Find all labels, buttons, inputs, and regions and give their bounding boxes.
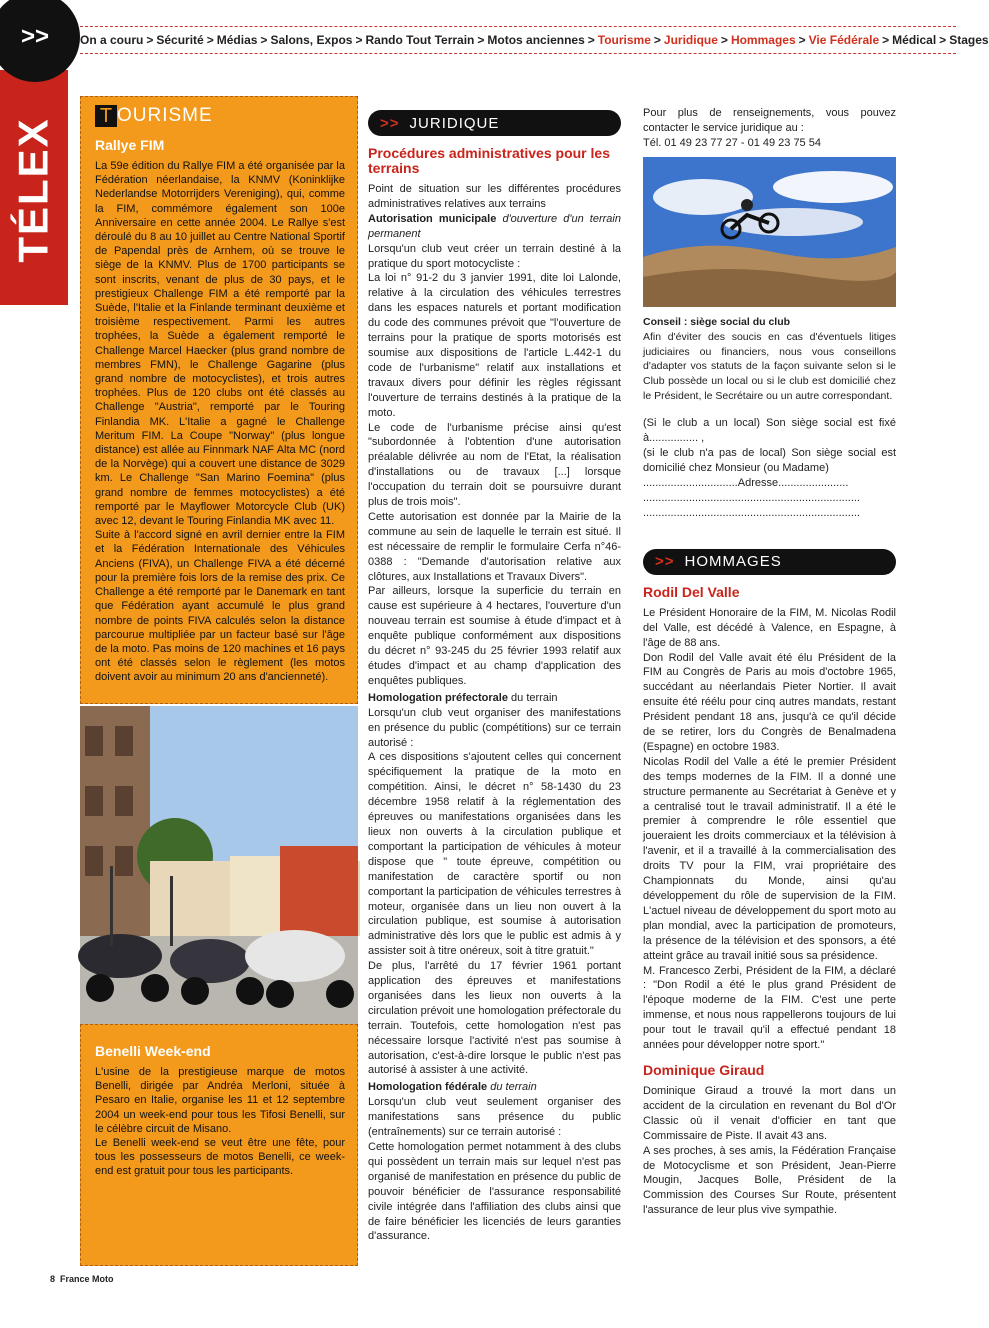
nav-item[interactable]: Hommages — [730, 33, 796, 47]
benelli-box — [80, 1024, 358, 1266]
giraud-title: Dominique Giraud — [643, 1061, 765, 1078]
conseil-text: Afin d'éviter des soucis en cas d'éventuels litiges judiciaires ou financiers, nous vous conseillons d'adapter vos statuts de la façon suivante selon si le Club possède un local ou si le club est domicilié chez le Président, le Secrétaire ou un autre correspondant. — [643, 330, 896, 403]
nav-item[interactable]: Médias — [216, 33, 258, 47]
telex-label-wrap — [0, 80, 68, 300]
rallye-fim-title: Rallye FIM — [95, 137, 165, 153]
benelli-text: L'usine de la prestigieuse marque de motos Benelli, dirigée par Andréa Merloni, située à Pesaro en Italie, organise les 11 et 12 septembre 2004 un week-end pour tous les Tifosi Benelli, sur le célèbre circuit de Misano. — [95, 1066, 345, 1135]
tourisme-column — [80, 96, 358, 704]
page-number: 8 — [50, 1274, 56, 1284]
benelli-box-wrap — [80, 1024, 358, 1266]
nav-item[interactable]: Juridique — [663, 33, 718, 47]
page-footer — [50, 1274, 114, 1284]
nav-item[interactable]: Motos anciennes — [487, 33, 585, 47]
rodil-title: Rodil Del Valle — [643, 583, 740, 600]
nav-separator: > — [882, 33, 890, 47]
siege-option-2: (si le club n'a pas de local) Son siège social est domicilié chez Monsieur (ou Madame) — [643, 446, 896, 474]
giraud-paragraph-1: Dominique Giraud a trouvé la mort dans un accident de la circulation en revenant du Bol d'Or Classic où il venait d'officier en tant que Commissaire de Piste. Il avait 43 ans. — [643, 1084, 896, 1142]
nav-separator: > — [720, 33, 728, 47]
address-dots-2: ....................................................................... — [643, 491, 860, 504]
juridique-heading — [368, 110, 621, 136]
homologation-federale: Homologation fédérale du terrain — [368, 1081, 537, 1094]
rallye-fim-text: La 59e édition du Rallye FIM a été organisée par la Fédération néerlandaise, la KNMV (Koninklijke Nederlandse Motorrijders Vereniging), qui, comme la FIM, commémore également son 100e Anniversaire en cette année 2004. Le Rallye s'est déroulé du 8 au 10 juillet au Centre National Sportif de Papendal près de Arnhem, où se trouve le siège de la KNMV. Plus de 1700 participants se sont inscrits, venant de plus de 30 pays, et le prestigieux Challenge FIM a été remporté par la Suède, l'Italie et la Finlande terminant deuxième et troisième respectivement. Parmi les autres trophées, la Suède a également remporté le Challenge Marcel Haecker (plus grand nombre de membres FMN), le Challenge Gagarine (plus grand nombre de motocyclistes), et trois autres trophées. Plus de 120 clubs ont été classés au Challenge "Austria", remporté par le Touring Finlandia MK. L'Italie a gagné le Challenge Meritum FIM. La Coupe "Norway" (plus longue distance) est allée au Finnmark NAF Alta MC (nord de la Norvège) qui a couvert une distance de 3029 km. Le Challenge "San Marino Foemina" (plus grand nombre de femmes motocyclistes) a été remporté par le Mayflower Motorcycle Club (UK) avec 12, devant le Touring Finlandia MK avec 11. — [95, 160, 345, 528]
juridique-paragraph-3: Cette autorisation est donnée par la Mairie de la commune au sein de laquelle le terrain est situé. Il est nécessaire de remplir le formulaire Cerfa n°46-0388 : "Demande d'autorisation relative aux clôtures, aux Installations et Travaux Divers". — [368, 510, 621, 583]
nav-separator: > — [206, 33, 214, 47]
telex-sidebar — [0, 0, 68, 1328]
nav-separator: > — [653, 33, 661, 47]
tourisme-heading-rest: OURISME — [117, 105, 213, 126]
rallye-fim-text-2: Suite à l'accord signé en avril dernier entre la FIM et la Fédération Internationale des Véhicules Anciens (FIVA), un Challenge FIVA a été décerné pour la première fois lors de la remise des prix. Ce Challenge a été remporté par le Danemark en tant que Fédération ayant accumulé le plus grand nombre de points FIVA calculés selon la distance parcourue multipliée par un facteur basé sur l'âge de la moto. Pas moins de 120 machines et 16 pays ont été classés selon le règlement (les motos doivent avoir au minimum 20 ans d'ancienneté). — [95, 529, 345, 684]
rodil-paragraph-4: M. Francesco Zerbi, Président de la FIM, a déclaré : "Don Rodil a été le plus grand Président de l'époque moderne de la FIM. C'est une perte immense, et nous nous rappellerons toujours de lui pour tout le travail qu'il a effectué pendant 18 années pour développer notre sport." — [643, 964, 896, 1052]
question-3: Lorsqu'un club veut seulement organiser des manifestations sans présence du public (entraînements) sur ce terrain autorisé : — [368, 1096, 621, 1139]
nav-item[interactable]: Stages — [949, 33, 989, 47]
hommages-heading-label: HOMMAGES — [684, 553, 782, 571]
tourisme-box — [80, 96, 358, 704]
rodil-paragraph-1: Le Président Honoraire de la FIM, M. Nicolas Rodil del Valle, est décédé à Valence, en Espagne, à l'âge de 88 ans. — [643, 606, 896, 649]
juridique-paragraph-1: La loi n° 91-2 du 3 janvier 1991, dite loi Lalonde, relative à la circulation des véhicules terrestres dans les espaces naturels et portant modification du code des communes prévoit que "l'ouverture de terrains pour la pratique de sports motorisés est soumise aux dispositions de l'article L.442-1 du code de l'urbanisme" relatif aux installations et travaux divers pour définir les règles régissant l'ouverture de terrains destinés à la pratique de la moto. — [368, 272, 621, 419]
nav-separator: > — [798, 33, 806, 47]
double-chevron-icon: >> — [380, 114, 400, 132]
contact-text: Pour plus de renseignements, vous pouvez contacter le service juridique au : — [643, 107, 896, 134]
nav-item[interactable]: Vie Fédérale — [808, 33, 880, 47]
rodil-paragraph-2: Don Rodil del Valle avait été élu Président de la FIM au Congrès de Paris au mois d'octobre 1965, succédant au néerlandais Pieter Nortier. Il avait ensuite été réélu pour cinq autres mandats, restant Président pendant 18 ans, jusqu'à ce qu'il décide de se retirer, lors du Congrès de Benalmadena (Espagne) en octobre 1983. — [643, 651, 896, 753]
juridique-paragraph-2: Le code de l'urbanisme précise ainsi qu'est "subordonnée à l'obtention d'une autorisation préalable délivrée au nom de l'Etat, la réalisation d'installations ou de travaux [...] lorsque l'occupation du terrain doit se poursuivre durant plus de trois mois". — [368, 421, 621, 509]
juridique-title: Procédures administratives pour les terrains — [368, 145, 610, 176]
magazine-name: France Moto — [60, 1274, 114, 1284]
conseil-block: Conseil : siège social du club — [643, 315, 791, 328]
homologation-prefectorale: Homologation préfectorale du terrain — [368, 691, 558, 704]
nav-separator: > — [587, 33, 595, 47]
juridique-column — [368, 110, 621, 1244]
nav-item[interactable]: Médical — [892, 33, 937, 47]
tourisme-heading — [95, 103, 345, 129]
tourisme-heading-initial: T — [95, 105, 117, 127]
juridique-paragraph-4: Par ailleurs, lorsque la superficie du terrain en cause est supérieure à 4 hectares, l'ouverture d'un nouveau terrain est soumise à étude d'impact et à enquête publique conformément aux dispositions du décret n° 93-245 du 25 février 1993 relatif aux études d'impact et au champ d'application des enquêtes publiques. — [368, 585, 621, 687]
juridique-paragraph-6: De plus, l'arrêté du 17 février 1961 portant application des épreuves et manifestations organisées dans les lieux non ouverts à la circulation prévoit une homologation préfectorale du terrain. Toutefois, cette homologation n'est pas nécessaire lorsque l'activité n'est pas soumise à autorisation, c'est-à-dire lorsque le public n'est pas autorisé à assister à une activité. — [368, 960, 621, 1077]
motocross-jump-photo — [643, 157, 896, 307]
question-2: Lorsqu'un club veut organiser des manifestations en présence du public (compétitions) sur ce terrain autorisé : — [368, 706, 621, 749]
address-dots-1: ...............................Adresse....................... — [643, 476, 849, 489]
nav-separator: > — [477, 33, 485, 47]
benelli-title: Benelli Week-end — [95, 1043, 211, 1059]
juridique-heading-label: JURIDIQUE — [409, 114, 500, 132]
motorcycles-plaza-photo — [80, 706, 358, 1024]
nav-separator: > — [146, 33, 154, 47]
juridique-intro: Point de situation sur les différentes procédures administratives relatives aux terrains — [368, 183, 621, 210]
nav-item[interactable]: Salons, Expos — [270, 33, 353, 47]
hommages-heading — [643, 549, 896, 575]
telex-label: TÉLEX — [10, 117, 58, 263]
nav-separator: > — [355, 33, 363, 47]
chevrons-icon: >> — [0, 0, 80, 82]
nav-separator: > — [939, 33, 947, 47]
address-dots-3: ....................................................................... — [643, 506, 860, 519]
siege-option-1: (Si le club a un local) Son siège social est fixé à................ , — [643, 417, 896, 445]
juridique-paragraph-7: Cette homologation permet notamment à des clubs qui possèdent un terrain mais sur lequel n'est pas organisé de manifestation en présence du public de pouvoir bénéficier de l'assurance responsabilité civile intégrée dans l'affiliation des clubs ainsi que de faire bénéficier les licenciés de leurs garanties d'assurance. — [368, 1141, 621, 1243]
autorisation-municipale: Autorisation municipale d'ouverture d'un terrain permanent — [368, 212, 621, 240]
section-breadcrumb — [80, 26, 989, 54]
nav-item[interactable]: On a couru — [80, 33, 144, 47]
nav-item[interactable]: Rando Tout Terrain — [365, 33, 475, 47]
nav-item[interactable]: Sécurité — [156, 33, 204, 47]
juridique-paragraph-5: A ces dispositions s'ajoutent celles qui concernent spécifiquement la pratique de la moto en compétition. Ainsi, le décret n° 58-1430 du 23 décembre 1958 relatif à la réglementation des épreuves ou manifestations organisées dans les lieux non ouverts à la circulation publique et comportant la participation de véhicules à moteur dispose que " toute épreuve, compétition ou manifestation de caractère sportif ou non comportant la participation de véhicules terrestres à moteur, organisée dans un lieu non ouvert à la circulation publique, est soumise à autorisation administrative dès lors que le public est admis à y assister soit à titre onéreux, soit à titre gratuit." — [368, 751, 621, 958]
contact-tel: Tél. 01 49 23 77 27 - 01 49 23 75 54 — [643, 136, 821, 149]
giraud-paragraph-2: A ses proches, à ses amis, la Fédération Française de Motocyclisme et son Président, Jean-Pierre Mougin, Jacques Bolle, Président de la Commission des Courses Sur Route, présentent l'assurance de leur plus vive sympathie. — [643, 1144, 896, 1217]
rodil-paragraph-3: Nicolas Rodil del Valle a été le premier Président des temps modernes de la FIM. Il a donné une structure permanente au Secrétariat à Genève et y a centralisé tout le travail administratif. Il a été le premier à comprendre le rôle essentiel que joueraient les droits commerciaux et la télévision à l'avenir, et il a travaillé à la commercialisation des droits TV pour la FIM, vrai propriétaire des Championnats du Monde, ainsi qu'au développement du rôle de supervision de la FIM. L'actuel niveau de développement du sport moto au plan mondial, avec la participation de promoteurs, la présence de la télévision et des sponsors, a été atteint grâce au travail initié sous sa présidence. — [643, 755, 896, 962]
question-1: Lorsqu'un club veut créer un terrain destiné à la pratique du sport motocycliste : — [368, 242, 621, 270]
nav-separator: > — [260, 33, 268, 47]
benelli-text-2: Le Benelli week-end se veut être une fête, pour tous les possesseurs de motos Benelli, ce week-end est gratuit pour tous les participants. — [95, 1137, 345, 1178]
double-chevron-icon: >> — [655, 553, 675, 571]
nav-item[interactable]: Tourisme — [597, 33, 651, 47]
right-column — [643, 106, 896, 1218]
